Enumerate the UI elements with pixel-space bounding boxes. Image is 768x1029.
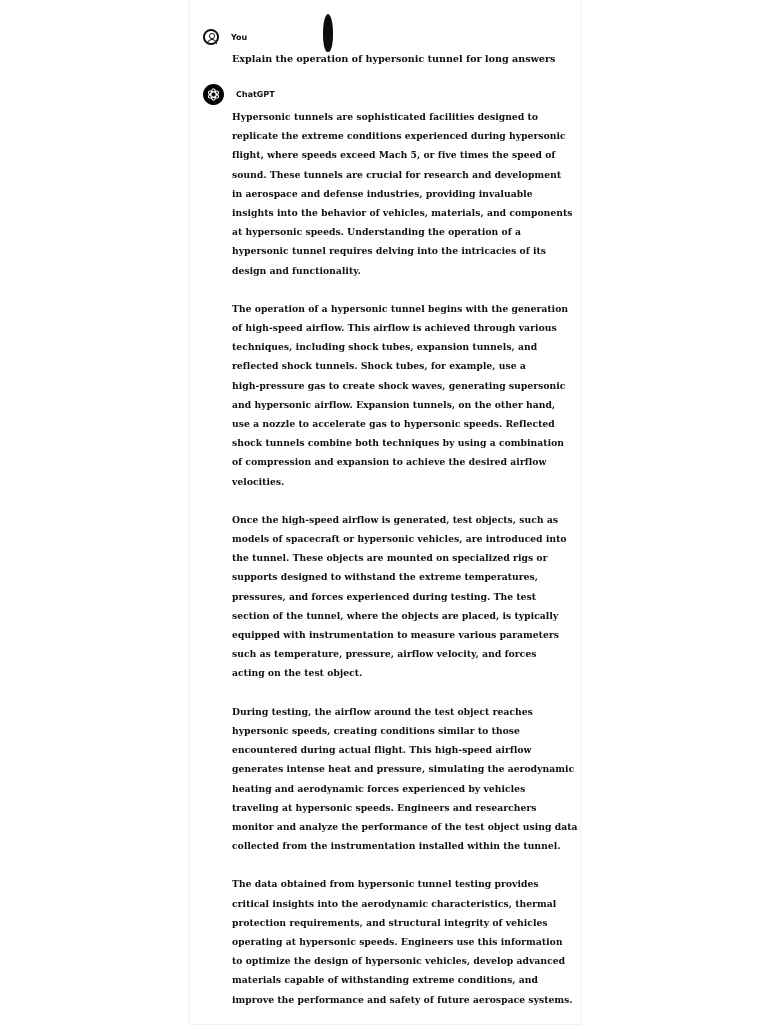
assistant-text-line: shock tunnels combine both techniques by using a combination [232,438,565,450]
assistant-text-line: hypersonic speeds, creating conditions similar to those [232,725,520,737]
assistant-message-body [232,108,578,1029]
assistant-text-line: at hypersonic speeds. Understanding the operation of a [232,227,521,239]
assistant-text-line: insights into the behavior of vehicles, materials, and components [232,208,573,220]
assistant-text-line: Once the high-speed airflow is generated, test objects, such as [232,514,559,526]
assistant-text-line: improve the performance and safety of future aerospace systems. [232,994,573,1006]
assistant-text-line: velocities. [232,476,285,488]
assistant-text-line: section of the tunnel, where the objects are placed, is typically [232,610,559,622]
assistant-text-line: pressures, and forces experienced during testing. The test [232,591,537,603]
assistant-text-line: During testing, the airflow around the test object reaches [232,706,533,718]
assistant-text-line: The data obtained from hypersonic tunnel testing provides [232,879,539,891]
assistant-text-line: collected from the instrumentation installed within the tunnel. [232,841,561,853]
assistant-text-line: of high-speed airflow. This airflow is achieved through various [232,323,557,335]
assistant-text-line: models of spacecraft or hypersonic vehicles, are introduced into [232,534,567,546]
assistant-text-line: hypersonic tunnel requires delving into the intricacies of its [232,246,547,258]
assistant-text-line: in aerospace and defense industries, providing invaluable [232,188,533,200]
assistant-paragraph [232,511,574,684]
assistant-text-line: techniques, including shock tubes, expansion tunnels, and [232,342,538,354]
user-sender-name: You [231,32,248,42]
assistant-text-line: supports designed to withstand the extreme temperatures, [232,572,538,584]
assistant-sender-name: ChatGPT [236,90,275,99]
assistant-paragraph [232,875,574,1009]
assistant-text-line: monitor and analyze the performance of the test object using data [232,821,578,833]
assistant-paragraph [232,300,574,492]
assistant-text-line: high-pressure gas to create shock waves, generating supersonic [232,380,566,392]
user-message-text: Explain the operation of hypersonic tunnel for long answers [232,54,556,65]
assistant-text-line: materials capable of withstanding extreme conditions, and [232,975,539,987]
user-avatar-icon [203,29,219,45]
assistant-text-line: protection requirements, and structural integrity of vehicles [232,917,548,929]
assistant-text-line: equipped with instrumentation to measure various parameters [232,630,559,642]
assistant-text-line: replicate the extreme conditions experienced during hypersonic [232,131,566,143]
user-message-header [203,29,247,45]
assistant-text-line: to optimize the design of hypersonic vehicles, develop advanced [232,956,566,968]
assistant-text-line: generates intense heat and pressure, simulating the aerodynamic [232,764,575,776]
assistant-text-line: encountered during actual flight. This high-speed airflow [232,745,532,757]
assistant-text-line: The operation of a hypersonic tunnel begins with the generation [232,303,569,315]
assistant-text-line: of compression and expansion to achieve the desired airflow [232,457,547,469]
assistant-text-line: and hypersonic airflow. Expansion tunnels, on the other hand, [232,399,556,411]
assistant-text-line: the tunnel. These objects are mounted on specialized rigs or [232,553,548,565]
assistant-text-line: Hypersonic tunnels are sophisticated facilities designed to [232,112,539,123]
assistant-text-line: traveling at hypersonic speeds. Engineers and researchers [232,802,537,814]
assistant-text-line: reflected shock tunnels. Shock tubes, for example, use a [232,361,526,373]
assistant-text-line: operating at hypersonic speeds. Engineers use this information [232,936,563,948]
assistant-text-line: such as temperature, pressure, airflow velocity, and forces [232,649,537,661]
assistant-paragraph [232,703,578,857]
assistant-text-line: sound. These tunnels are crucial for research and development [232,169,562,181]
assistant-text-line: design and functionality. [232,265,361,277]
assistant-text-line: critical insights into the aerodynamic characteristics, thermal [232,898,557,910]
openai-logo-icon [203,84,224,105]
assistant-text-line: acting on the test object. [232,668,363,680]
assistant-message-header [203,84,275,105]
assistant-text-line: heating and aerodynamic forces experienced by vehicles [232,783,526,795]
scan-artifact-mark [323,14,333,52]
assistant-text-line: flight, where speeds exceed Mach 5, or five times the speed of [232,150,556,162]
assistant-text-line: use a nozzle to accelerate gas to hypersonic speeds. Reflected [232,419,555,431]
assistant-paragraph [232,108,574,281]
